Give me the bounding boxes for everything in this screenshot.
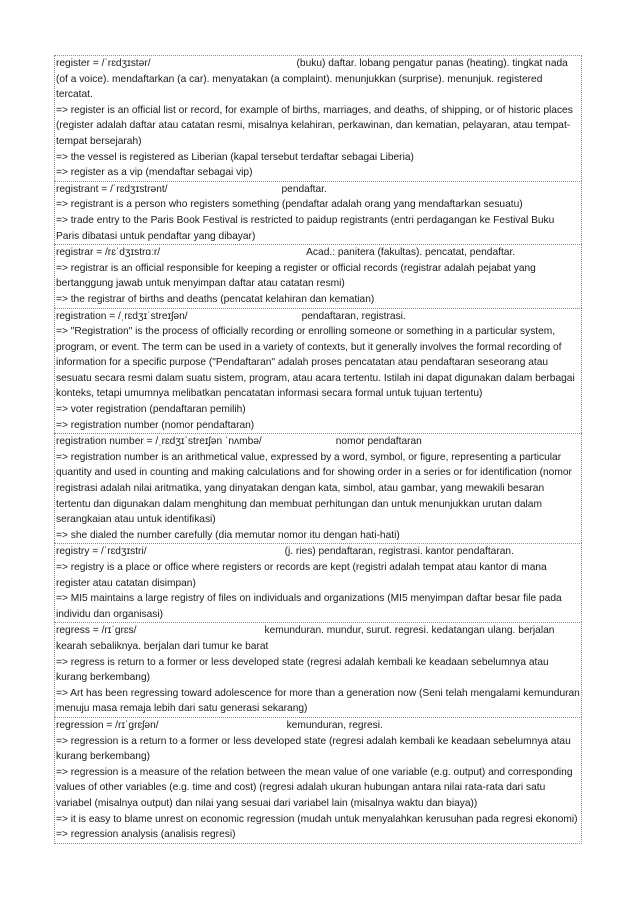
entry-line: => MI5 maintains a large registry of files on individuals and organizations (MI5 menyimpan daftar besar file pada individu dan organisasi) — [56, 593, 562, 620]
entry-gloss: Acad.: panitera (fakultas). pencatat, pendaftar. — [306, 247, 516, 259]
entry-line: => it is easy to blame unrest on economic regression (mudah untuk menyalahkan kerusuhan pada regresi ekonomi) — [56, 813, 578, 825]
entry-line: => register as a vip (mendaftar sebagai vip) — [56, 167, 253, 179]
entry-headline — [56, 434, 580, 450]
entry-headline — [56, 182, 580, 198]
entry-registration-number — [54, 433, 582, 543]
entry-register — [54, 55, 582, 181]
entry-line: => registry is a place or office where registers or records are kept (registri adalah tempat atau kantor di mana register atau catatan disimpan) — [56, 562, 547, 589]
entry-regress — [54, 622, 582, 717]
entry-gloss: pendaftaran, registrasi. — [301, 310, 406, 322]
entry-headline — [56, 718, 580, 734]
entry-term: registrant = /ˈrɛdʒɪstrənt/ — [56, 183, 168, 195]
entry-term: registration number = /ˌrɛdʒɪˈstreɪʃən ˈnʌmbə/ — [56, 436, 262, 448]
entry-term: registrar = /rɛˈdʒɪstrɑːr/ — [56, 247, 161, 259]
entry-line: => the registrar of births and deaths (pencatat kelahiran dan kematian) — [56, 293, 375, 305]
entry-registry — [54, 543, 582, 622]
entry-gloss: (buku) daftar. lobang pengatur panas (heating). tingkat nada (of a voice). mendaftarkan (a car). menyatakan (a complaint). menunjukkan (surprise). menunjuk. registered tercatat. — [56, 58, 568, 101]
entry-line: => she dialed the number carefully (dia memutar nomor itu dengan hati-hati) — [56, 529, 400, 541]
entry-term: regression = /rɪˈɡrɛʃən/ — [56, 719, 159, 731]
entry-registrant — [54, 181, 582, 244]
entry-line: => trade entry to the Paris Book Festival is restricted to paidup registrants (entri perdagangan ke Festival Buku Paris dibatasi untuk pendaftar yang dibayar) — [56, 214, 555, 242]
entry-line: => registrant is a person who registers something (pendaftar adalah orang yang mendaftarkan sesuatu) — [56, 199, 523, 211]
entry-headline — [56, 623, 580, 654]
entry-headline — [56, 56, 580, 103]
entry-registration — [54, 308, 582, 434]
entry-headline — [56, 309, 580, 325]
entry-line: => registrar is an official responsible for keeping a register or official records (registrar adalah pejabat yang bertanggung jawab untuk menyimpan daftar atau catatan resmi) — [56, 262, 536, 290]
entry-headline — [56, 544, 580, 560]
entry-term: register = /ˈrɛdʒɪstər/ — [56, 58, 151, 69]
entry-line: => regression analysis (analisis regresi) — [56, 829, 236, 841]
entry-gloss: kemunduran, regresi. — [286, 719, 383, 731]
entry-line: => Art has been regressing toward adolescence for more than a generation now (Seni telah mengalami kemunduran menuju masa remaja lebih dari satu generasi sekarang) — [56, 687, 580, 715]
entry-gloss: nomor pendaftaran — [335, 436, 422, 448]
dictionary-page — [54, 55, 582, 844]
entry-headline — [56, 245, 580, 261]
entry-registrar — [54, 244, 582, 307]
entry-term: registry = /ˈrɛdʒɪstri/ — [56, 546, 147, 558]
entry-term: regress = /rɪˈɡrɛs/ — [56, 625, 137, 637]
entry-gloss: (j. ries) pendaftaran, registrasi. kantor pendaftaran. — [284, 546, 514, 558]
entry-gloss: pendaftar. — [281, 183, 327, 195]
entry-line: => register is an official list or record, for example of births, marriages, and deaths, of shipping, or of historic places (register adalah daftar atau catatan resmi, misalnya kelahiran, perkawinan, dan kematian, pelayaran, atau tempat-tempat bersejarah) — [56, 104, 573, 147]
entry-gloss: kemunduran. mundur, surut. regresi. kedatangan ulang. berjalan kearah sebaliknya. berjalan dari tumur ke barat — [56, 625, 555, 652]
entry-line: => regression is a measure of the relation between the mean value of one variable (e.g. output) and corresponding values of other variables (e.g. time and cost) (regresi adalah ukuran hubungan antara nilai rata-rata dari satu variabel (misalnya output) dan nilai yang sesuai dari variabel lain (misalnya waktu dan biaya)) — [56, 766, 573, 809]
entry-line: => registration number (nomor pendaftaran) — [56, 419, 255, 431]
entry-line: => the vessel is registered as Liberian (kapal tersebut terdaftar sebagai Liberia) — [56, 151, 414, 163]
entry-term: registration = /ˌrɛdʒɪˈstreɪʃən/ — [56, 310, 188, 322]
entry-line: => regression is a return to a former or less developed state (regresi adalah kembali ke keadaan sebelumnya atau kurang berkembang) — [56, 735, 571, 763]
entry-regression — [54, 717, 582, 844]
entry-line: => "Registration" is the process of officially recording or enrolling someone or something in a particular system, program, or event. The term can be used in a variety of contexts, but it generally involves the formal recording of information for a specific purpose ("Pendaftaran" adalah proses pencatatan atau pendaftaran seseorang atau sesuatu secara resmi dalam suatu sistem, program, atau acara tertentu. Istilah ini dapat digunakan dalam berbagai konteks, tetapi umumnya melibatkan pencatatan informasi secara formal untuk tujuan tertentu) — [56, 326, 575, 400]
entry-line: => regress is return to a former or less developed state (regresi adalah kembali ke keadaan sebelumnya atau kurang berkembang) — [56, 656, 549, 684]
entry-line: => registration number is an arithmetical value, expressed by a word, symbol, or figure, representing a particular quantity and used in counting and making calculations and for showing order in a series or for identification (nomor registrasi adalah nilai aritmatika, yang dinyatakan dengan kata, simbol, atau gambar, yang mewakili besaran tertentu dan digunakan dalam menghitung dan membuat perhitungan dan untuk menunjukkan urutan dalam serangkaian atau untuk identifikasi) — [56, 451, 572, 526]
entry-line: => voter registration (pendaftaran pemilih) — [56, 404, 246, 416]
